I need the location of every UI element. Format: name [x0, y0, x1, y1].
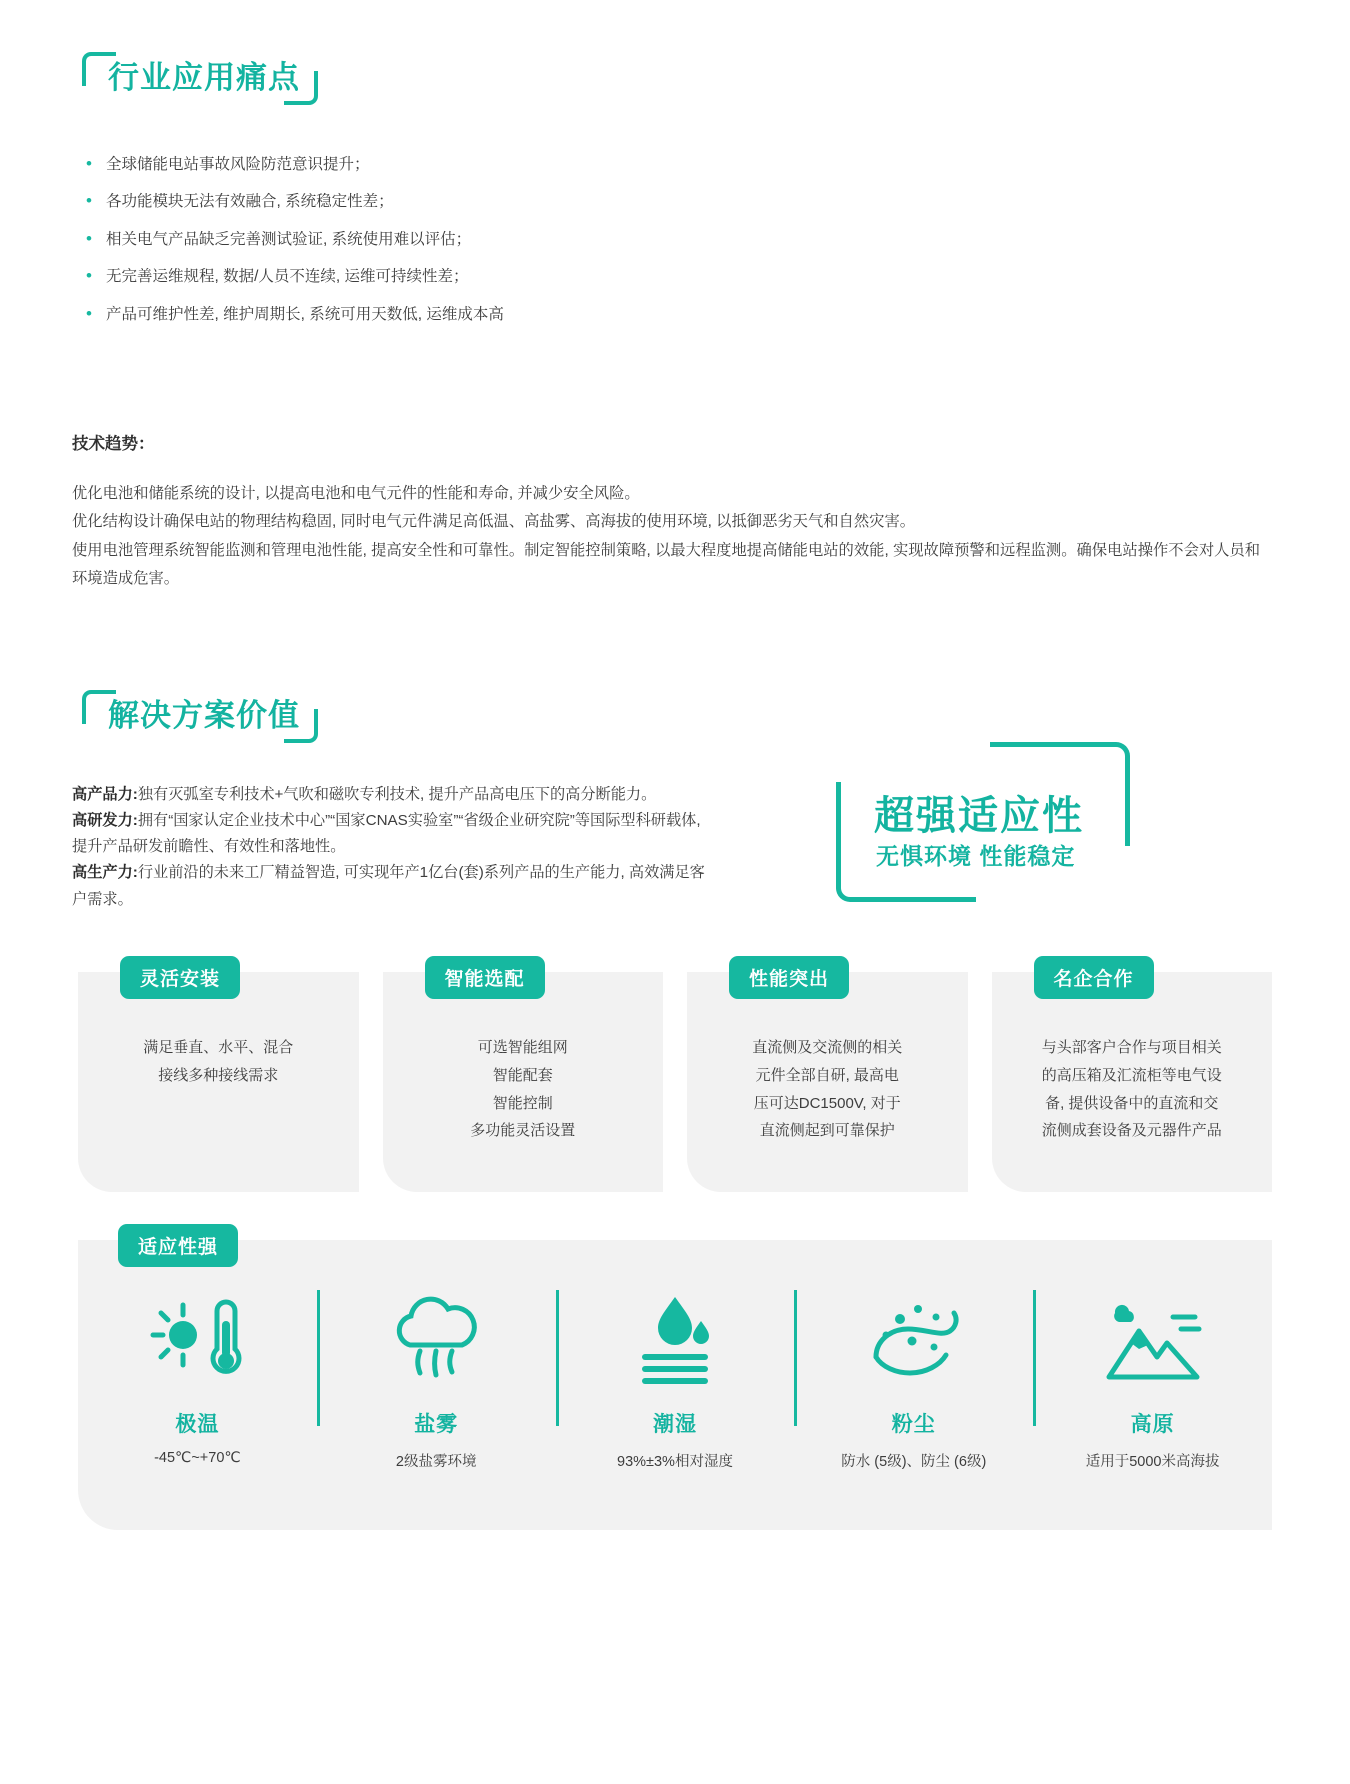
pain-points-title: 行业应用痛点 [108, 60, 300, 95]
adaptability-item [1033, 1284, 1272, 1471]
list-item-text: 全球储能电站事故风险防范意识提升； [106, 156, 370, 173]
list-item [86, 267, 1186, 286]
tech-trend-block [72, 430, 1262, 593]
value-entry [72, 782, 712, 808]
feature-card [992, 969, 1273, 1192]
adaptability-item-desc: 防水 (5级)、防尘 (6级) [841, 1454, 987, 1470]
adaptability-item-name: 极温 [175, 1413, 220, 1436]
feature-card-line: 的高压箱及汇流柜等电气设 [1041, 1066, 1222, 1084]
list-item [86, 192, 1186, 211]
adaptability-headline: 超强适应性 [874, 794, 1084, 838]
adaptability-strip-tag: 适应性强 [118, 1224, 238, 1267]
feature-card-line: 智能控制 [492, 1094, 553, 1112]
solution-value-text [72, 782, 712, 913]
feature-card [383, 969, 664, 1192]
feature-card-body [383, 1034, 664, 1145]
list-item [86, 230, 1186, 249]
list-item [86, 155, 1186, 174]
adaptability-item [317, 1284, 556, 1471]
mountain-altitude-icon [1039, 1284, 1266, 1394]
adaptability-item-name: 粉尘 [891, 1413, 936, 1436]
adaptability-item-desc: 2级盐雾环境 [395, 1454, 477, 1470]
pain-points-heading [82, 52, 318, 105]
bullet-icon: • [86, 266, 92, 286]
adaptability-badge [836, 742, 1136, 902]
feature-card-tag: 智能选配 [425, 956, 545, 999]
feature-card-line: 压可达DC1500V, 对于 [753, 1094, 901, 1112]
solution-value-title: 解决方案价值 [108, 698, 300, 733]
feature-card-line: 流侧成套设备及元器件产品 [1041, 1122, 1222, 1140]
adaptability-item [78, 1284, 317, 1471]
tech-trend-title: 技术趋势： [72, 435, 155, 453]
feature-card-line: 直流侧及交流侧的相关 [752, 1039, 903, 1056]
feature-card-tag: 名企合作 [1034, 956, 1154, 999]
adaptability-subline: 无惧环境 性能稳定 [876, 843, 1076, 869]
pain-points-list [86, 155, 1186, 342]
adaptability-item-desc: 适用于5000米高海拔 [1085, 1454, 1220, 1470]
bracket-bottom-right-decor [284, 709, 318, 743]
temperature-sun-icon [84, 1284, 311, 1394]
bullet-icon: • [86, 191, 92, 211]
value-entry [72, 860, 712, 912]
feature-card-line: 元件全部自研, 最高电 [755, 1066, 899, 1084]
adaptability-item-name: 盐雾 [414, 1413, 459, 1436]
list-item-text: 相关电气产品缺乏完善测试验证, 系统使用难以评估； [106, 230, 472, 248]
value-entry-text: 独有灭弧室专利技术+气吹和磁吹专利技术, 提升产品高电压下的高分断能力。 [137, 786, 657, 803]
adaptability-item-desc: 93%±3%相对湿度 [617, 1454, 733, 1470]
list-item-text: 无完善运维规程, 数据/人员不连续, 运维可持续性差； [106, 268, 469, 286]
adaptability-item [556, 1284, 795, 1471]
feature-card-line: 与头部客户合作与项目相关 [1041, 1039, 1222, 1056]
feature-card-tag: 灵活安装 [120, 956, 240, 999]
bullet-icon: • [86, 228, 92, 248]
tech-trend-paragraph: 优化电池和储能系统的设计, 以提高电池和电气元件的性能和寿命, 并减少安全风险。 [72, 485, 640, 502]
value-entry-label: 高生产力: [72, 864, 138, 882]
bracket-top-left-decor [82, 690, 116, 724]
tech-trend-paragraph: 优化结构设计确保电站的物理结构稳固, 同时电气元件满足高低温、高盐雾、高海拔的使用环境, 以抵御恶劣天气和自然灾害。 [72, 513, 916, 531]
humidity-drop-icon [562, 1284, 789, 1394]
feature-card-line: 接线多种接线需求 [158, 1066, 279, 1084]
feature-card-body [687, 1034, 968, 1145]
feature-card [78, 969, 359, 1192]
value-entry [72, 808, 712, 860]
bullet-icon: • [86, 154, 92, 173]
solution-value-heading [82, 690, 318, 743]
adaptability-item-name: 潮湿 [652, 1413, 697, 1436]
adaptability-strip [78, 1237, 1272, 1530]
feature-card-body [78, 1034, 359, 1090]
feature-card-line: 智能配套 [492, 1066, 553, 1084]
feature-card-tag: 性能突出 [729, 956, 849, 999]
bracket-top-left-decor [82, 52, 116, 86]
adaptability-item-desc: -45℃~+70℃ [154, 1450, 241, 1466]
feature-card-line: 多功能灵活设置 [470, 1122, 576, 1140]
value-entry-text: 行业前沿的未来工厂精益智造, 可实现年产1亿台(套)系列产品的生产能力, 高效满足客户需求。 [72, 864, 705, 908]
bullet-icon: • [86, 303, 92, 323]
feature-card-line: 可选智能组网 [477, 1039, 568, 1056]
feature-card-group [78, 969, 1272, 1192]
list-item [86, 305, 1186, 324]
tech-trend-paragraph: 使用电池管理系统智能监测和管理电池性能, 提高安全性和可靠性。制定智能控制策略, 以最大程度地提高储能电站的效能, 实现故障预警和远程监测。确保电站操作不会对人员和环境造成危害。 [72, 541, 1261, 587]
feature-card-body [992, 1034, 1273, 1145]
list-item-text: 各功能模块无法有效融合, 系统稳定性差； [106, 193, 394, 211]
adaptability-item-group [78, 1284, 1272, 1471]
list-item-text: 产品可维护性差, 维护周期长, 系统可用天数低, 运维成本高 [106, 305, 504, 323]
feature-card-line: 满足垂直、水平、混合 [143, 1039, 294, 1056]
value-entry-label: 高研发力: [72, 812, 138, 830]
dust-particle-icon [800, 1284, 1027, 1394]
adaptability-item-name: 高原 [1130, 1413, 1175, 1436]
value-entry-text: 拥有“国家认定企业技术中心”“国家CNAS实验室”“省级企业研究院”等国际型科研载体, 提升产品研发前瞻性、有效性和落地性。 [72, 812, 701, 856]
salt-fog-cloud-icon [323, 1284, 550, 1394]
bracket-bottom-right-decor [284, 71, 318, 105]
value-entry-label: 高产品力: [72, 786, 138, 803]
adaptability-item [794, 1284, 1033, 1471]
feature-card-line: 直流侧起到可靠保护 [759, 1122, 895, 1140]
feature-card-line: 备, 提供设备中的直流和交 [1045, 1094, 1219, 1112]
feature-card [687, 969, 968, 1192]
